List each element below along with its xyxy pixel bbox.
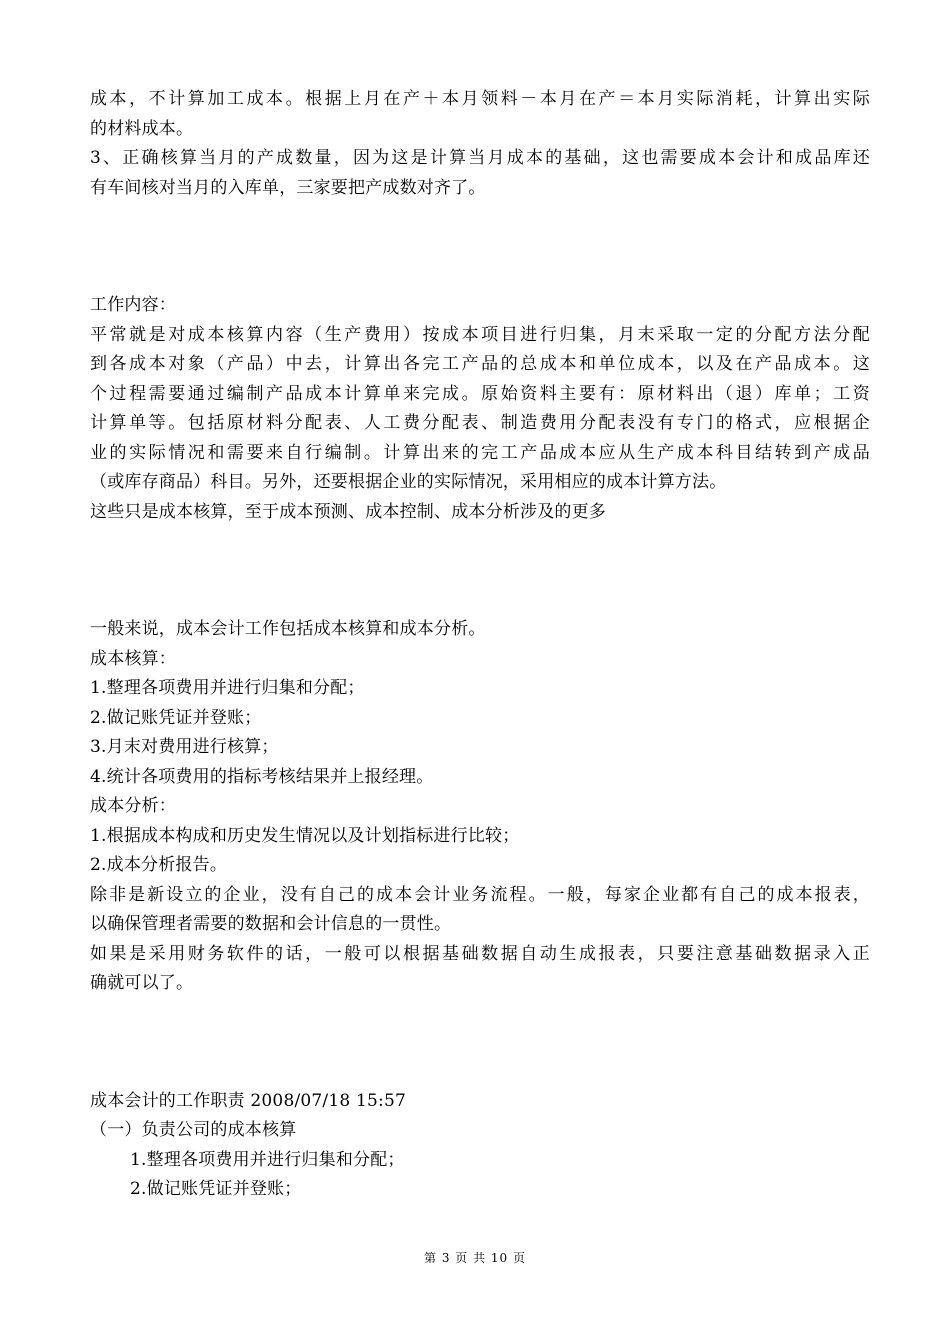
section-job-duties <box>90 1087 870 1205</box>
section-title: 成本会计的工作职责 2008/07/18 15:57 <box>90 1090 406 1111</box>
section-spacer <box>90 527 870 615</box>
paragraph-line: 到各成本对象（产品）中去，计算出各完工产品的总成本和单位成本，以及在产品成本。这 <box>90 354 870 374</box>
paragraph-line: 确就可以了。 <box>90 973 194 993</box>
paragraph-line: 的材料成本。 <box>90 118 194 139</box>
section-material-cost <box>90 85 870 203</box>
page-number-footer: 第 3 页 共 10 页 <box>424 1251 526 1265</box>
list-heading: 成本分析： <box>90 796 176 816</box>
paragraph-line: 3、正确核算当月的产成数量，因为这是计算当月成本的基础，这也需要成本会计和成品库还 <box>90 148 870 168</box>
paragraph-line: 计算单等。包括原材料分配表、人工费分配表、制造费用分配表没有专门的格式，应根据企 <box>90 413 870 433</box>
paragraph-line: 成本，不计算加工成本。根据上月在产＋本月领料－本月在产＝本月实际消耗，计算出实际 <box>90 89 870 109</box>
section-spacer <box>90 999 870 1087</box>
list-item: 2.做记账凭证并登账； <box>130 1179 302 1199</box>
list-item: 3.月末对费用进行核算； <box>90 737 279 757</box>
section-heading: 工作内容： <box>90 295 176 315</box>
paragraph-line: 一般来说，成本会计工作包括成本核算和成本分析。 <box>90 619 486 639</box>
paragraph-line: 以确保管理者需要的数据和会计信息的一贯性。 <box>90 914 452 934</box>
paragraph-line: 平常就是对成本核算内容（生产费用）按成本项目进行归集，月末采取一定的分配方法分配 <box>90 324 870 345</box>
list-item: 2.做记账凭证并登账； <box>90 707 262 728</box>
paragraph-line: 如果是采用财务软件的话，一般可以根据基础数据自动生成报表，只要注意基础数据录入正 <box>90 943 870 964</box>
paragraph-line: 除非是新设立的企业，没有自己的成本会计业务流程。一般，每家企业都有自己的成本报表， <box>90 884 870 905</box>
subheading: （一）负责公司的成本核算 <box>90 1120 297 1140</box>
paragraph-line: 个过程需要通过编制产品成本计算单来完成。原始资料主要有：原材料出（退）库单；工资 <box>90 383 870 404</box>
paragraph-line: （或库存商品）科目。另外，还要根据企业的实际情况，采用相应的成本计算方法。 <box>90 472 727 492</box>
list-heading: 成本核算： <box>90 648 176 669</box>
list-item: 4.统计各项费用的指标考核结果并上报经理。 <box>90 766 434 787</box>
list-item: 2.成本分析报告。 <box>90 855 228 875</box>
page-content <box>90 85 870 1205</box>
list-item: 1.整理各项费用并进行归集和分配； <box>90 678 365 698</box>
paragraph-line: 业的实际情况和需要来自行编制。计算出来的完工产品成本应从生产成本科目结转到产成品 <box>90 442 870 463</box>
section-cost-accounting <box>90 615 870 999</box>
paragraph-line: 这些只是成本核算，至于成本预测、成本控制、成本分析涉及的更多 <box>90 501 606 522</box>
list-item: 1.整理各项费用并进行归集和分配； <box>130 1149 405 1170</box>
paragraph-line: 有车间核对当月的入库单，三家要把产成数对齐了。 <box>90 177 486 198</box>
section-spacer <box>90 203 870 291</box>
list-item: 1.根据成本构成和历史发生情况以及计划指标进行比较； <box>90 825 520 846</box>
section-work-content <box>90 291 870 527</box>
